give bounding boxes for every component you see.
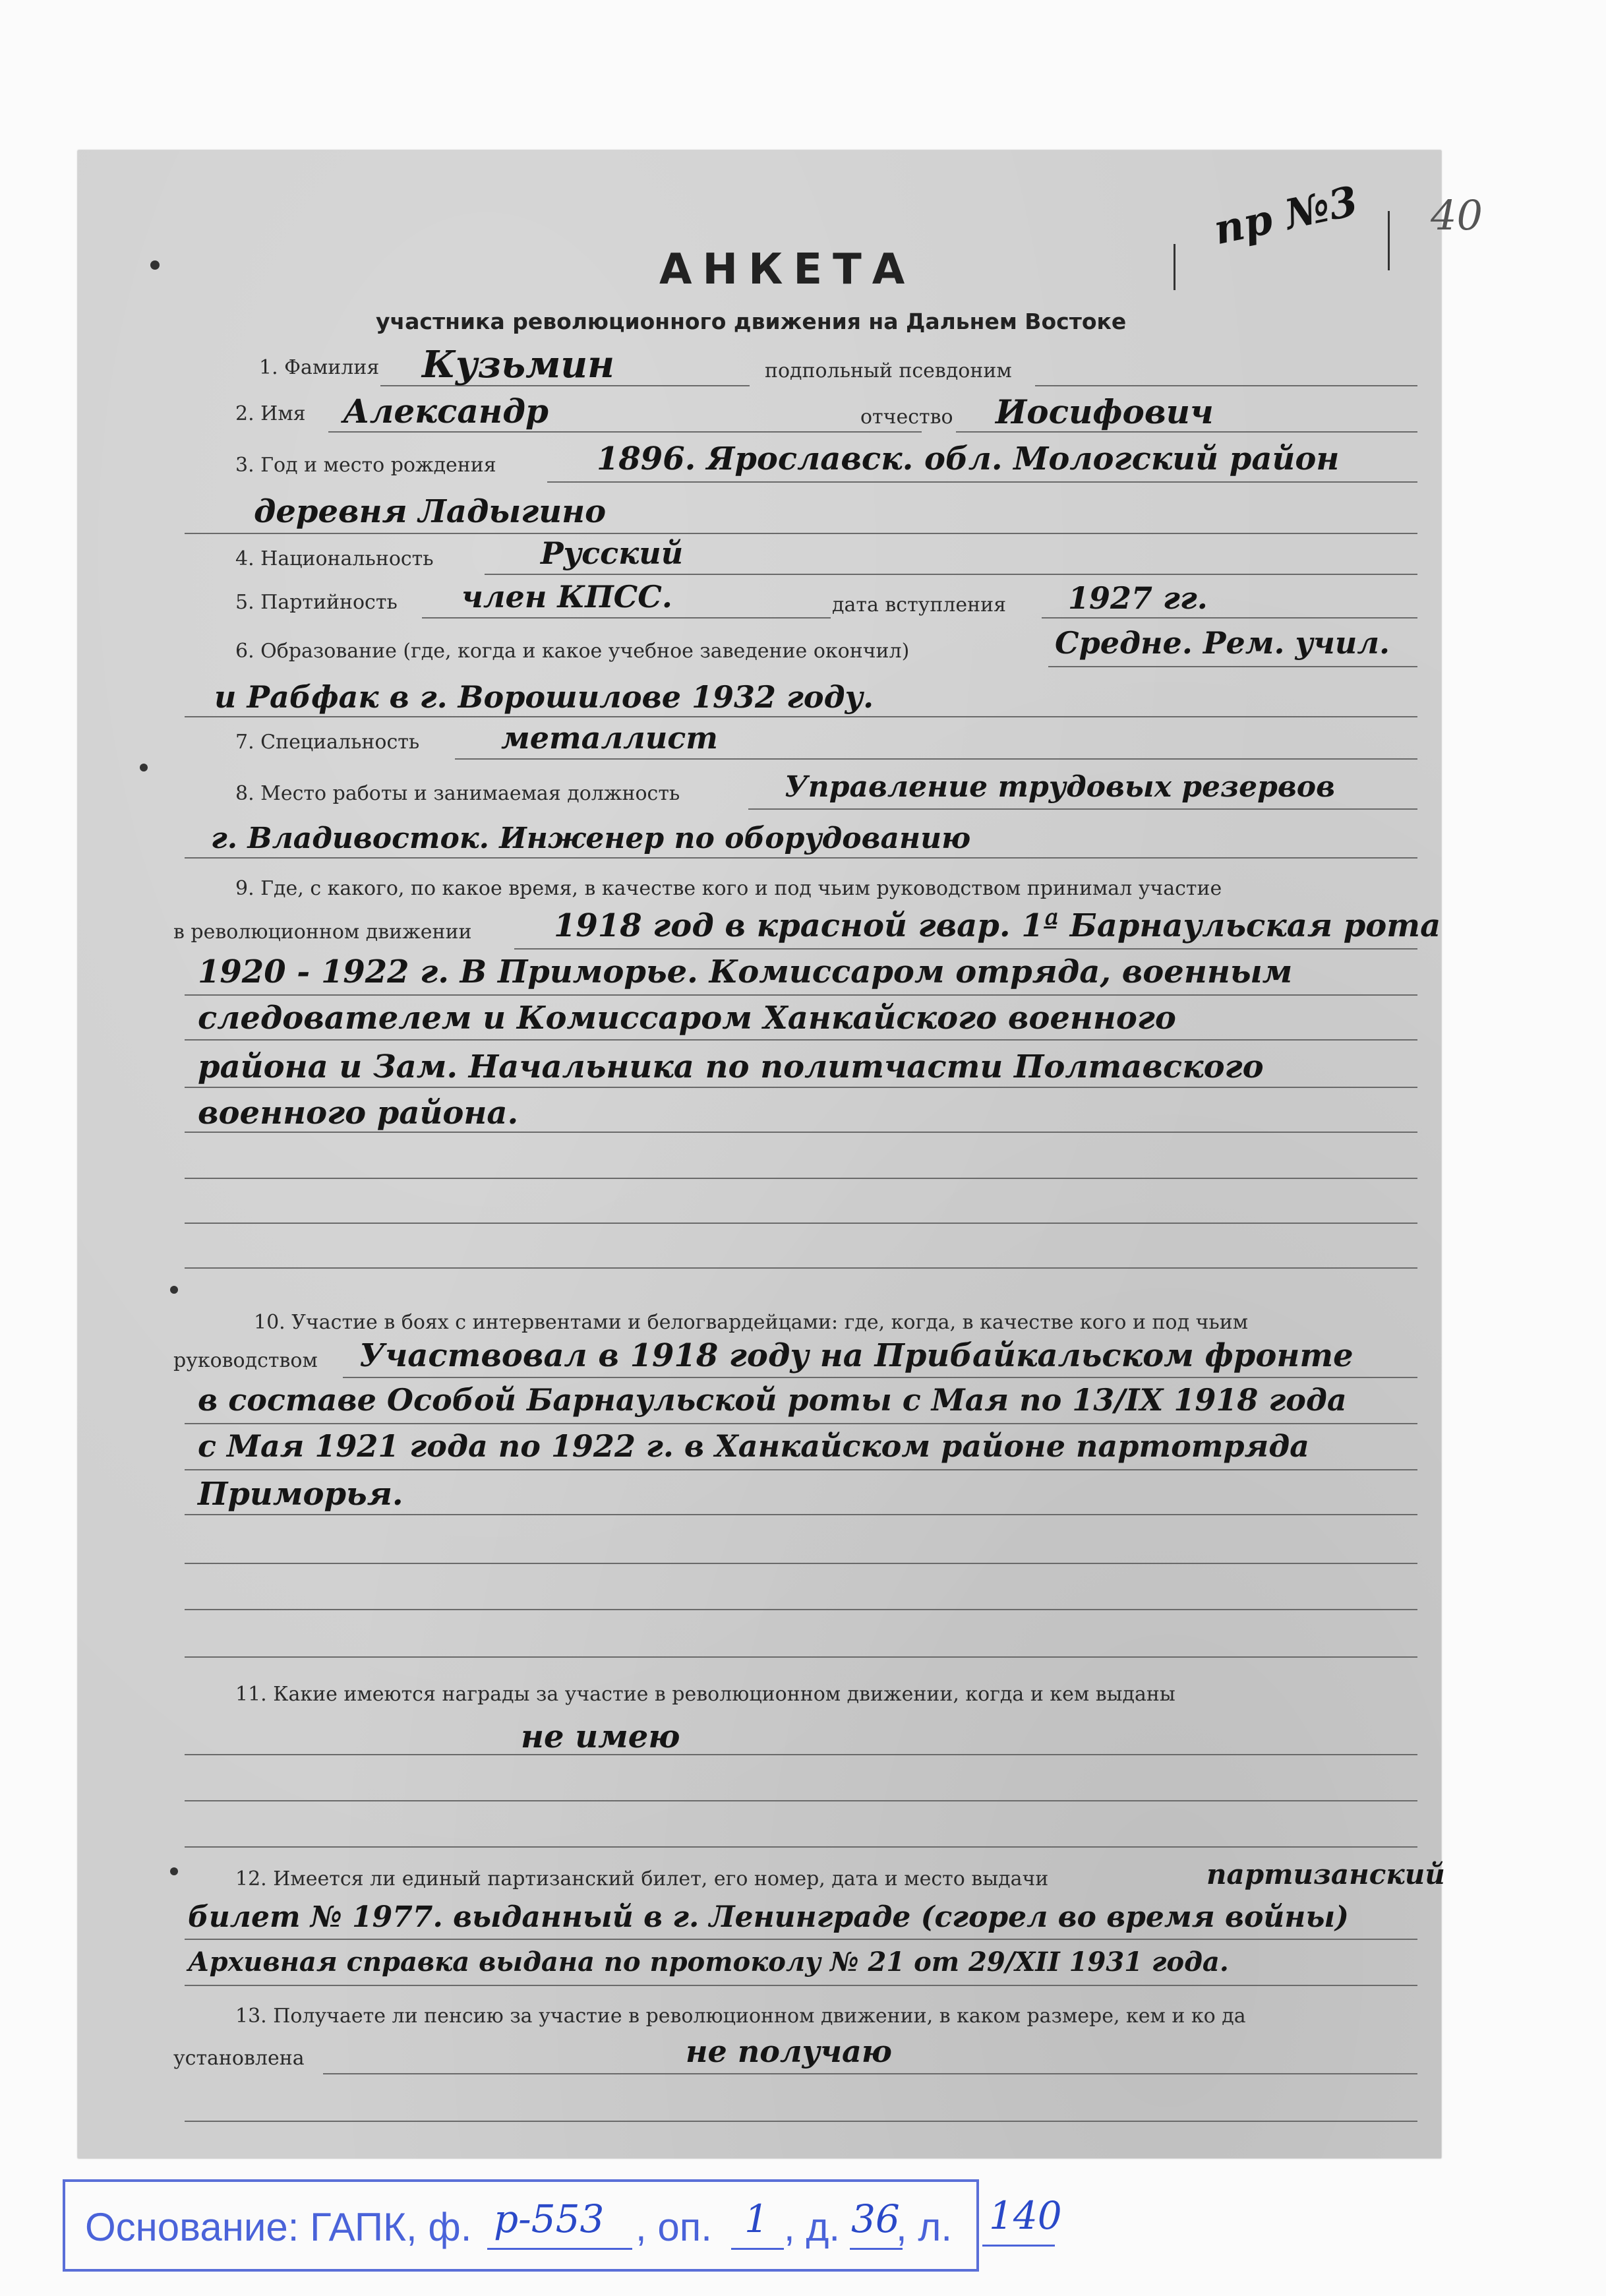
stamp-d-value: 36 — [851, 2196, 900, 2241]
field-line — [323, 2073, 1417, 2074]
field-birth-label: 3. Год и место рождения — [235, 454, 496, 477]
page-title: АНКЕТА — [659, 245, 916, 294]
field-line — [185, 994, 1417, 996]
field-battles-value-2: в составе Особой Барнаульской роты с Мая по 13/IX 1918 года — [198, 1382, 1347, 1418]
field-join-date-value: 1927 гг. — [1068, 580, 1208, 616]
field-battles-value-3: с Мая 1921 года по 1922 г. в Ханкайском районе партотряда — [198, 1428, 1309, 1464]
field-education-value: Средне. Рем. учил. — [1055, 625, 1390, 661]
field-pension-label: 13. Получаете ли пенсию за участие в революционном движении, в каком размере, кем и ко да — [235, 2005, 1246, 2028]
field-line — [185, 1514, 1417, 1515]
field-line — [185, 1178, 1417, 1179]
field-birth-value-cont: деревня Ладыгино — [254, 493, 607, 530]
field-ticket-value-2: Архивная справка выдана по протоколу № 21 от 29/XII 1931 года. — [188, 1947, 1229, 1978]
field-line — [185, 1985, 1417, 1986]
field-workplace-value: Управление трудовых резервов — [785, 770, 1335, 804]
stamp-fond-value: р-553 — [494, 2196, 605, 2241]
field-line — [185, 1656, 1417, 1658]
field-line — [485, 574, 1417, 575]
field-line — [185, 1609, 1417, 1610]
field-nationality-label: 4. Национальность — [235, 547, 434, 570]
field-revolution-label-cont: в революционном движении — [173, 921, 472, 944]
stamp-l-value: 140 — [989, 2193, 1062, 2238]
stamp-op-label: , оп. — [636, 2205, 712, 2249]
field-pension-value: не получаю — [686, 2034, 892, 2069]
field-line — [748, 808, 1417, 810]
field-education-label: 6. Образование (где, когда и какое учебное заведение окончил) — [235, 640, 910, 663]
field-awards-value: не имею — [521, 1718, 680, 1755]
field-workplace-label: 8. Место работы и занимаемая должность — [235, 782, 680, 805]
field-specialty-value: металлист — [501, 720, 718, 756]
field-line — [185, 1087, 1417, 1088]
corner-number: 40 — [1431, 191, 1483, 239]
field-battles-value: Участвовал в 1918 году на Прибайкальском фронте — [359, 1337, 1353, 1374]
field-line — [1042, 617, 1417, 619]
field-party-value: член КПСС. — [461, 579, 672, 615]
field-battles-label: 10. Участие в боях с интервентами и белогвардейцами: где, когда, в качестве кого и под чьим — [254, 1311, 1249, 1334]
punch-mark — [170, 1286, 178, 1294]
stamp-prefix: Основание: ГАПК, ф. — [85, 2205, 472, 2249]
field-birth-value: 1896. Ярославск. обл. Мологский район — [597, 440, 1340, 477]
punch-mark — [170, 1867, 178, 1875]
field-join-date-label: дата вступления — [832, 593, 1007, 617]
field-line — [185, 1563, 1417, 1564]
corner-stroke — [1388, 211, 1390, 270]
stamp-underline — [982, 2245, 1055, 2247]
field-name-value: Александр — [343, 392, 549, 431]
field-line — [455, 758, 1417, 760]
field-revolution-value-4: района и Зам. Начальника по политчасти Полтавского — [198, 1048, 1264, 1085]
field-nationality-value: Русский — [541, 535, 684, 571]
field-line — [956, 431, 1417, 433]
field-line — [185, 716, 1417, 717]
field-pseudonym-label: подпольный псевдоним — [765, 359, 1012, 382]
field-line — [185, 1132, 1417, 1133]
field-line — [185, 1423, 1417, 1424]
field-line — [343, 1377, 1417, 1378]
field-line — [185, 533, 1417, 534]
stamp-d-label: , д. — [784, 2205, 841, 2249]
stamp-op-value: 1 — [744, 2196, 769, 2241]
field-workplace-value-cont: г. Владивосток. Инженер по оборудованию — [211, 822, 971, 855]
stamp-underline — [850, 2248, 903, 2250]
field-line — [422, 617, 831, 619]
corner-stroke — [1174, 244, 1175, 290]
corner-mark: пр №3 — [1209, 176, 1362, 255]
field-awards-label: 11. Какие имеются награды за участие в революционном движении, когда и кем выданы — [235, 1683, 1175, 1706]
field-line — [547, 481, 1417, 483]
field-surname-value: Кузьмин — [422, 343, 614, 386]
field-revolution-label: 9. Где, с какого, по какое время, в качестве кого и под чьим руководством принимал участие — [235, 877, 1222, 900]
field-ticket-value-1: билет № 1977. выданный в г. Ленинграде (сгорел во время войны) — [188, 1900, 1349, 1934]
stamp-underline — [487, 2248, 632, 2250]
field-ticket-label: 12. Имеется ли единый партизанский билет, его номер, дата и место выдачи — [235, 1867, 1049, 1890]
field-line — [185, 2121, 1417, 2122]
field-line — [185, 1846, 1417, 1848]
field-education-value-cont: и Рабфак в г. Ворошилове 1932 году. — [214, 679, 874, 715]
stamp-l-label: , л. — [896, 2205, 953, 2249]
field-line — [328, 431, 922, 433]
field-line — [1048, 666, 1417, 667]
field-patronymic-label: отчество — [860, 406, 953, 429]
field-specialty-label: 7. Специальность — [235, 731, 420, 754]
field-name-label: 2. Имя — [235, 402, 306, 425]
field-battles-value-4: Приморья. — [198, 1476, 403, 1513]
field-line — [185, 1939, 1417, 1940]
field-line — [185, 857, 1417, 859]
punch-mark — [150, 260, 160, 270]
field-revolution-value-3: следователем и Комиссаром Ханкайского военного — [198, 1000, 1176, 1037]
field-line — [185, 1039, 1417, 1041]
field-line — [185, 1223, 1417, 1224]
stamp-underline — [731, 2248, 784, 2250]
field-revolution-value-2: 1920 - 1922 г. В Приморье. Комиссаром отряда, военным — [198, 953, 1293, 990]
field-line — [185, 1800, 1417, 1801]
archive-reference-stamp — [63, 2179, 979, 2272]
field-ticket-value-0: партизанский — [1206, 1858, 1445, 1890]
field-line — [185, 1267, 1417, 1269]
page-subtitle: участника революционного движения на Дальнем Востоке — [376, 309, 1127, 334]
field-battles-label-cont: руководством — [173, 1349, 318, 1372]
field-patronymic-value: Иосифович — [996, 392, 1214, 431]
field-line — [1035, 385, 1417, 386]
field-pension-label-cont: установлена — [173, 2047, 305, 2070]
field-revolution-value: 1918 год в красной гвар. 1ª Барнаульская рота — [554, 907, 1441, 944]
field-revolution-value-5: военного района. — [198, 1095, 519, 1132]
field-surname-label: 1. Фамилия — [259, 356, 380, 379]
field-line — [514, 948, 1417, 950]
field-line — [185, 1469, 1417, 1470]
punch-mark — [140, 764, 148, 771]
field-party-label: 5. Партийность — [235, 591, 398, 614]
field-line — [185, 1754, 1417, 1755]
